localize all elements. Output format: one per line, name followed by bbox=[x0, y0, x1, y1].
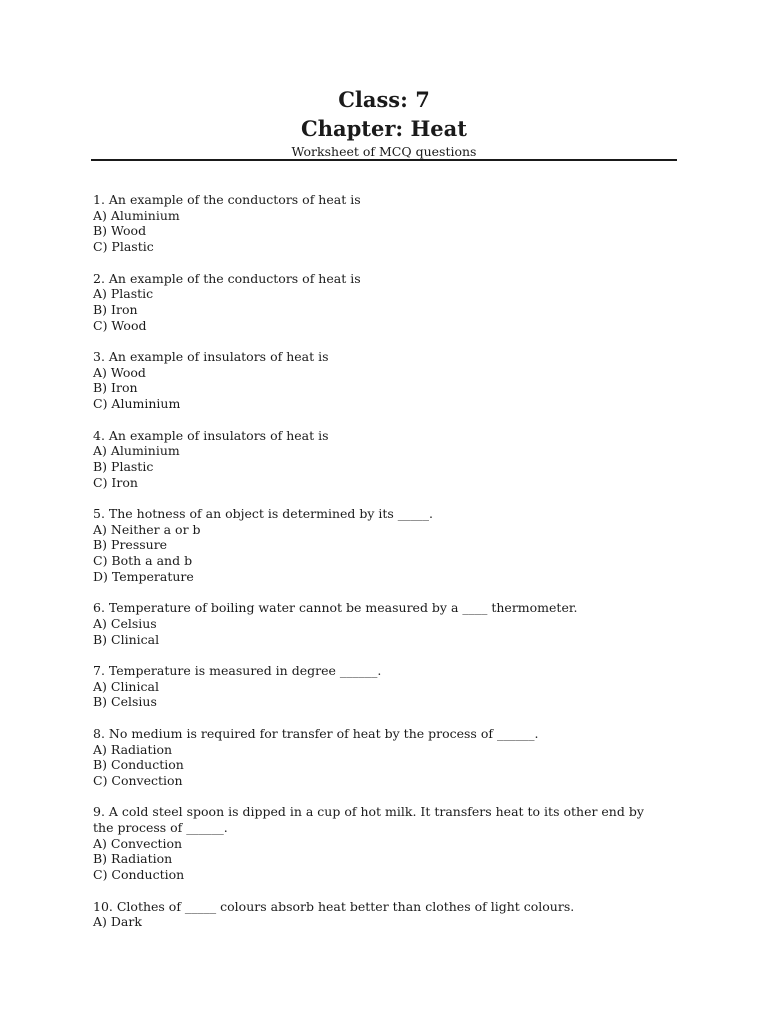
question-list bbox=[93, 192, 653, 946]
answer-option: C) Both a and b bbox=[93, 553, 193, 569]
answer-option: A) Dark bbox=[93, 914, 142, 930]
question-item bbox=[93, 663, 653, 710]
answer-option: C) Wood bbox=[93, 317, 147, 333]
answer-option: C) Plastic bbox=[93, 239, 154, 255]
question-item bbox=[93, 271, 653, 334]
answer-option: A) Celsius bbox=[93, 615, 157, 631]
question-item bbox=[93, 349, 653, 412]
answer-option: B) Iron bbox=[93, 301, 138, 317]
question-text: 9. A cold steel spoon is dipped in a cup of hot milk. It transfers heat to its other end by the process of ______. bbox=[93, 804, 648, 835]
answer-option: B) Clinical bbox=[93, 631, 160, 647]
answer-option: A) Convection bbox=[93, 835, 183, 851]
worksheet-subtitle: Worksheet of MCQ questions bbox=[291, 144, 477, 159]
question-text: 1. An example of the conductors of heat is bbox=[93, 192, 361, 207]
answer-option: A) Radiation bbox=[93, 741, 173, 757]
question-item bbox=[93, 506, 653, 585]
answer-option: A) Plastic bbox=[93, 286, 154, 302]
answer-option: C) Convection bbox=[93, 772, 183, 788]
question-item bbox=[93, 600, 653, 647]
answer-option: A) Clinical bbox=[93, 678, 159, 694]
answer-option: B) Plastic bbox=[93, 458, 154, 474]
question-text: 8. No medium is required for transfer of heat by the process of ______. bbox=[93, 725, 539, 741]
question-text: 4. An example of insulators of heat is bbox=[93, 427, 329, 443]
question-item bbox=[93, 428, 653, 491]
answer-option: B) Radiation bbox=[93, 851, 173, 867]
question-text: 7. Temperature is measured in degree ______. bbox=[93, 663, 382, 678]
chapter-title: Chapter: Heat bbox=[301, 116, 467, 141]
worksheet-header bbox=[0, 86, 768, 161]
question-item bbox=[93, 192, 653, 255]
question-text: 5. The hotness of an object is determined by its _____. bbox=[93, 506, 434, 521]
answer-option: C) Iron bbox=[93, 474, 138, 490]
question-text: 10. Clothes of _____ colours absorb heat better than clothes of light colours. bbox=[93, 898, 575, 914]
question-text: 3. An example of insulators of heat is bbox=[93, 349, 329, 364]
question-text: 2. An example of the conductors of heat is bbox=[93, 270, 361, 286]
answer-option: B) Wood bbox=[93, 223, 147, 239]
answer-option: C) Aluminium bbox=[93, 396, 181, 412]
class-title: Class: 7 bbox=[338, 87, 430, 112]
question-item bbox=[93, 804, 653, 883]
answer-option: D) Temperature bbox=[93, 568, 194, 584]
question-item bbox=[93, 899, 653, 930]
answer-option: B) Iron bbox=[93, 380, 138, 396]
answer-option: A) Wood bbox=[93, 364, 146, 380]
answer-option: A) Aluminium bbox=[93, 207, 180, 223]
answer-option: C) Conduction bbox=[93, 867, 185, 883]
answer-option: B) Conduction bbox=[93, 757, 184, 773]
answer-option: A) Aluminium bbox=[93, 443, 180, 459]
question-text: 6. Temperature of boiling water cannot be measured by a ____ thermometer. bbox=[93, 600, 578, 616]
header-divider bbox=[91, 159, 677, 161]
question-item bbox=[93, 726, 653, 789]
answer-option: A) Neither a or b bbox=[93, 521, 201, 537]
answer-option: B) Pressure bbox=[93, 537, 168, 553]
answer-option: B) Celsius bbox=[93, 694, 157, 710]
